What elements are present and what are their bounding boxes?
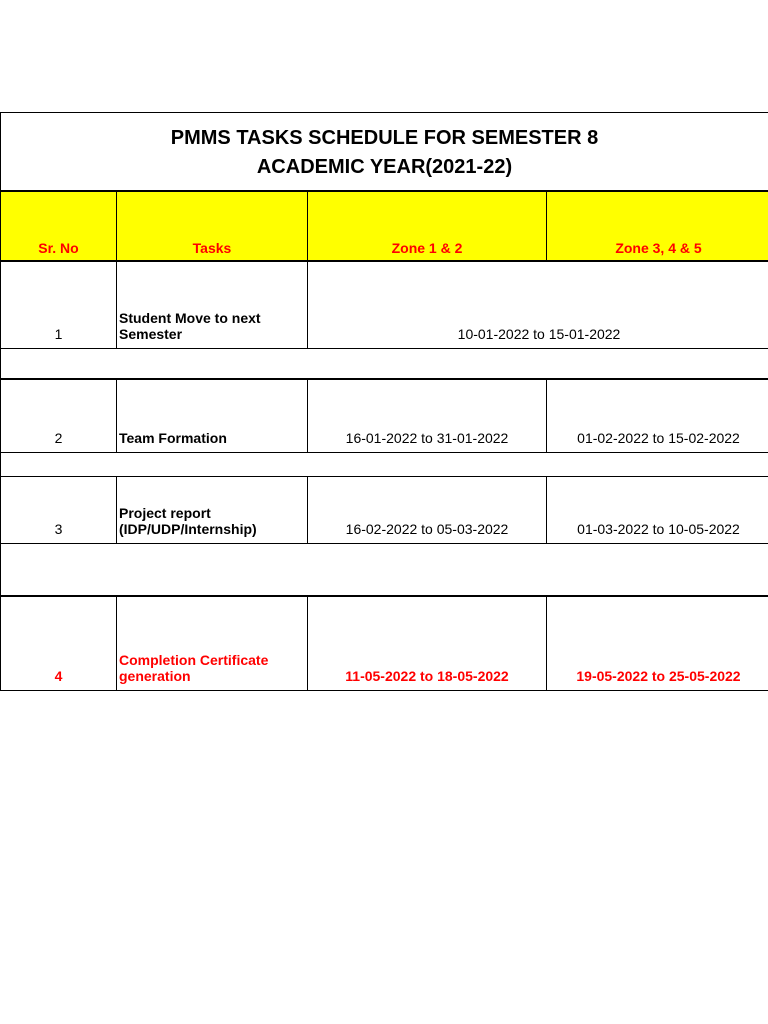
header-zone-3-4-5: Zone 3, 4 & 5 [547, 191, 768, 261]
title-line-1: PMMS TASKS SCHEDULE FOR SEMESTER 8 [170, 126, 599, 149]
header-tasks: Tasks [117, 191, 308, 261]
header-sr-no: Sr. No [1, 191, 117, 261]
spacer-row [1, 543, 768, 596]
row-1-task-line-1: Student Move to next [119, 309, 261, 326]
row-3-sr: 3 [1, 476, 117, 543]
spacer-row [1, 452, 768, 476]
row-4-task-line-1: Completion Certificate [119, 651, 269, 668]
row-3-task-line-2: (IDP/UDP/Internship) [119, 520, 257, 537]
spacer-cell [1, 452, 768, 476]
table-row [1, 261, 768, 348]
row-2-task: Team Formation [117, 379, 308, 452]
row-1-merged-dates: 10-01-2022 to 15-01-2022 [308, 261, 768, 348]
table-row [1, 596, 768, 690]
schedule-table [0, 190, 768, 691]
row-3-zone-1-2: 16-02-2022 to 05-03-2022 [308, 476, 547, 543]
row-4-task [117, 596, 308, 690]
table-row [1, 476, 768, 543]
title-block [0, 112, 768, 190]
row-2-zone-1-2: 16-01-2022 to 31-01-2022 [308, 379, 547, 452]
row-4-sr: 4 [1, 596, 117, 690]
row-1-task [117, 261, 308, 348]
spacer-row [1, 348, 768, 379]
row-4-zone-1-2: 11-05-2022 to 18-05-2022 [308, 596, 547, 690]
row-3-zone-3-4-5: 01-03-2022 to 10-05-2022 [547, 476, 768, 543]
row-2-sr: 2 [1, 379, 117, 452]
title-line-2: ACADEMIC YEAR(2021-22) [256, 155, 513, 178]
schedule-sheet [0, 112, 768, 691]
row-1-sr: 1 [1, 261, 117, 348]
row-2-zone-3-4-5: 01-02-2022 to 15-02-2022 [547, 379, 768, 452]
row-3-task-line-1: Project report [119, 504, 211, 521]
row-4-task-line-2: generation [119, 667, 191, 684]
row-4-zone-3-4-5: 19-05-2022 to 25-05-2022 [547, 596, 768, 690]
table-row [1, 379, 768, 452]
row-1-task-line-2: Semester [119, 325, 183, 342]
row-3-task [117, 476, 308, 543]
spacer-cell [1, 543, 768, 596]
spacer-cell [1, 348, 768, 379]
header-zone-1-2: Zone 1 & 2 [308, 191, 547, 261]
header-row [1, 191, 768, 261]
